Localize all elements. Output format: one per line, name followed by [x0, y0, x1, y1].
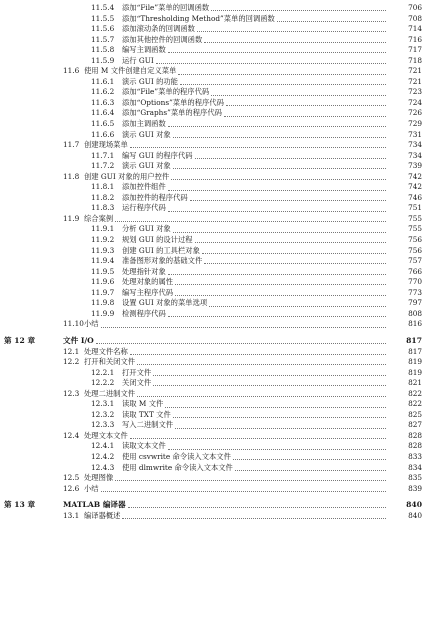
- toc-title: 演示 GUI 的功能: [122, 77, 386, 88]
- toc-page-number: 828: [408, 430, 422, 440]
- toc-section-number: 11.6.6: [91, 129, 115, 139]
- toc-section-number: 11.5.9: [91, 55, 115, 65]
- toc-page-number: 766: [408, 266, 422, 276]
- toc-page-number: 827: [408, 420, 422, 430]
- toc-entry[interactable]: [0, 119, 426, 130]
- toc-section-number: 11.10: [63, 319, 84, 329]
- dot-leader: [137, 363, 386, 365]
- dot-leader: [130, 437, 386, 439]
- dot-leader: [128, 506, 386, 508]
- toc-title: 打开文件: [122, 368, 386, 379]
- toc-entry[interactable]: [0, 420, 426, 431]
- toc-section-number: 12.4.1: [91, 441, 115, 451]
- toc-chapter-entry[interactable]: [0, 336, 426, 347]
- toc-section-number: 12.1: [63, 346, 80, 356]
- toc-page-number: 729: [408, 119, 422, 129]
- toc-entry[interactable]: [0, 151, 426, 162]
- toc-title: 编写 GUI 的程序代码: [122, 151, 386, 162]
- toc-section-number: 11.7.1: [91, 150, 115, 160]
- toc-title: 运行 GUI: [122, 56, 386, 67]
- toc-section-number: 12.6: [63, 483, 80, 493]
- toc-page-number: 828: [408, 441, 422, 451]
- toc-page-number: 773: [408, 287, 422, 297]
- toc-title: 编写主调函数: [122, 45, 386, 56]
- toc-title: 设置 GUI 对象的菜单选项: [122, 298, 386, 309]
- dot-leader: [156, 62, 386, 64]
- toc-title: 写入二进制文件: [122, 420, 386, 431]
- toc-page-number: 739: [408, 161, 422, 171]
- toc-section-number: 11.9.2: [91, 235, 115, 245]
- toc-title: 读取 TXT 文件: [122, 410, 386, 421]
- toc-page-number: 755: [408, 224, 422, 234]
- toc-page-number: 714: [408, 24, 422, 34]
- dot-leader: [204, 262, 386, 264]
- toc-entry[interactable]: [0, 473, 426, 484]
- toc-entry[interactable]: [0, 140, 426, 151]
- toc-entry[interactable]: [0, 235, 426, 246]
- dot-leader: [175, 427, 386, 429]
- toc-section-number: 12.5: [63, 473, 80, 483]
- dot-leader: [168, 51, 386, 53]
- toc-title: 处理对象的属性: [122, 277, 386, 288]
- toc-section-number: 11.9.4: [91, 256, 115, 266]
- toc-entry[interactable]: [0, 172, 426, 183]
- toc-section-number: 12.3.1: [91, 399, 115, 409]
- toc-section-number: 11.8.2: [91, 192, 115, 202]
- toc-section-number: 11.6.1: [91, 76, 115, 86]
- toc-title: 使用 dlmwrite 命令读入文本文件: [122, 463, 386, 474]
- toc-title: 检测程序代码: [122, 309, 386, 320]
- toc-page-number: 756: [408, 245, 422, 255]
- toc-entry[interactable]: [0, 399, 426, 410]
- toc-entry[interactable]: [0, 277, 426, 288]
- dot-leader: [171, 178, 386, 180]
- toc-section-number: 11.8.3: [91, 203, 115, 213]
- toc-title: 处理二进制文件: [84, 389, 386, 400]
- toc-page-number: 731: [408, 129, 422, 139]
- toc-title: 读取 M 文件: [122, 399, 386, 410]
- toc-chapter-entry[interactable]: [0, 500, 426, 511]
- toc-section-number: 11.7: [63, 140, 80, 150]
- toc-chapter-number: 第 12 章: [4, 335, 36, 345]
- toc-entry[interactable]: [0, 246, 426, 257]
- toc-title: 分析 GUI 对象: [122, 224, 386, 235]
- toc-page-number: 734: [408, 150, 422, 160]
- toc-title: 文件 I/O: [63, 336, 386, 347]
- toc-title: MATLAB 编译器: [63, 500, 386, 511]
- toc-section-number: 12.3.2: [91, 409, 115, 419]
- toc-entry[interactable]: [0, 410, 426, 421]
- toc-title: 处理图像: [84, 473, 386, 484]
- dot-leader: [233, 458, 386, 460]
- dot-leader: [235, 469, 386, 471]
- toc-page-number: 821: [408, 378, 422, 388]
- toc-section-number: 11.9.8: [91, 298, 115, 308]
- toc-entry[interactable]: [0, 463, 426, 474]
- toc-title: 打开和关闭文件: [84, 357, 386, 368]
- toc-section-number: 11.6.2: [91, 87, 115, 97]
- toc-title: 使用 csvwrite 命令读入文本文件: [122, 452, 386, 463]
- toc-section-number: 12.3.3: [91, 420, 115, 430]
- toc-section-number: 11.8: [63, 171, 80, 181]
- toc-page-number: 817: [408, 346, 422, 356]
- toc-entry[interactable]: [0, 24, 426, 35]
- toc-entry[interactable]: [0, 161, 426, 172]
- toc-page-number: 718: [408, 55, 422, 65]
- toc-title: 小结: [84, 484, 386, 495]
- dot-leader: [211, 94, 386, 96]
- toc-entry[interactable]: [0, 441, 426, 452]
- toc-section-number: 11.9.6: [91, 277, 115, 287]
- dot-leader: [168, 125, 386, 127]
- toc-title: 添加“Thresholding Method”菜单的回调函数: [122, 14, 386, 25]
- dot-leader: [115, 220, 386, 222]
- toc-page-number: 822: [408, 388, 422, 398]
- toc-chapter-number: 第 13 章: [4, 500, 36, 510]
- toc-page-number: 716: [408, 34, 422, 44]
- toc-entry[interactable]: [0, 35, 426, 46]
- dot-leader: [175, 294, 386, 296]
- toc-entry[interactable]: [0, 203, 426, 214]
- table-of-contents: [0, 3, 426, 521]
- toc-title: 添加其他控件的回调函数: [122, 35, 386, 46]
- toc-section-number: 11.8.1: [91, 182, 115, 192]
- toc-page-number: 746: [408, 192, 422, 202]
- toc-entry[interactable]: [0, 431, 426, 442]
- toc-entry[interactable]: [0, 66, 426, 77]
- dot-leader: [197, 30, 386, 32]
- toc-entry[interactable]: [0, 389, 426, 400]
- toc-title: 添加“Options”菜单的程序代码: [122, 98, 386, 109]
- toc-entry[interactable]: [0, 98, 426, 109]
- toc-entry[interactable]: [0, 452, 426, 463]
- toc-section-number: 11.5.6: [91, 24, 115, 34]
- toc-title: 运行程序代码: [122, 203, 386, 214]
- toc-page-number: 833: [408, 451, 422, 461]
- toc-page-number: 839: [408, 483, 422, 493]
- dot-leader: [130, 146, 386, 148]
- toc-section-number: 11.9.9: [91, 308, 115, 318]
- toc-title: 添加滚动条的回调函数: [122, 24, 386, 35]
- toc-page-number: 726: [408, 108, 422, 118]
- toc-title: 添加主调函数: [122, 119, 386, 130]
- dot-leader: [101, 490, 386, 492]
- toc-page-number: 825: [408, 409, 422, 419]
- toc-section-number: 13.1: [63, 510, 80, 520]
- toc-page-number: 742: [408, 182, 422, 192]
- toc-entry[interactable]: [0, 288, 426, 299]
- toc-page-number: 721: [408, 66, 422, 76]
- toc-page-number: 723: [408, 87, 422, 97]
- toc-entry[interactable]: [0, 378, 426, 389]
- toc-title: 创建现场菜单: [84, 140, 386, 151]
- toc-section-number: 12.2: [63, 357, 80, 367]
- toc-page-number: 797: [408, 298, 422, 308]
- toc-entry[interactable]: [0, 182, 426, 193]
- toc-entry[interactable]: [0, 309, 426, 320]
- toc-section-number: 11.7.2: [91, 161, 115, 171]
- dot-leader: [168, 210, 386, 212]
- dot-leader: [190, 199, 386, 201]
- toc-page-number: 706: [408, 3, 422, 12]
- toc-page-number: 819: [408, 367, 422, 377]
- dot-leader: [178, 73, 386, 75]
- dot-leader: [168, 315, 386, 317]
- toc-title: 处理文件名称: [84, 347, 386, 358]
- toc-section-number: 12.4.3: [91, 462, 115, 472]
- toc-title: 使用 M 文件创建自定义菜单: [84, 66, 386, 77]
- toc-entry[interactable]: [0, 319, 426, 330]
- dot-leader: [153, 384, 386, 386]
- toc-entry[interactable]: [0, 484, 426, 495]
- toc-title: 编译器概述: [84, 511, 386, 522]
- toc-page-number: 721: [408, 76, 422, 86]
- toc-title: 综合案例: [84, 214, 386, 225]
- toc-section-number: 11.5.7: [91, 34, 115, 44]
- toc-title: 创建 GUI 的工具栏对象: [122, 246, 386, 257]
- dot-leader: [226, 104, 386, 106]
- dot-leader: [211, 9, 386, 11]
- toc-entry[interactable]: [0, 3, 426, 14]
- toc-page-number: 835: [408, 473, 422, 483]
- toc-title: 规划 GUI 的设计过程: [122, 235, 386, 246]
- toc-entry[interactable]: [0, 256, 426, 267]
- toc-entry[interactable]: [0, 193, 426, 204]
- toc-page-number: 770: [408, 277, 422, 287]
- dot-leader: [168, 273, 386, 275]
- toc-title: 处理文本文件: [84, 431, 386, 442]
- dot-leader: [175, 283, 386, 285]
- toc-page-number: 751: [408, 203, 422, 213]
- toc-title: 演示 GUI 对象: [122, 130, 386, 141]
- toc-entry[interactable]: [0, 368, 426, 379]
- toc-page-number: 819: [408, 357, 422, 367]
- toc-entry[interactable]: [0, 224, 426, 235]
- dot-leader: [122, 517, 386, 519]
- toc-page-number: 742: [408, 171, 422, 181]
- toc-page-number: 817: [406, 335, 422, 345]
- toc-entry[interactable]: [0, 214, 426, 225]
- toc-entry[interactable]: [0, 77, 426, 88]
- dot-leader: [168, 189, 386, 191]
- toc-entry[interactable]: [0, 108, 426, 119]
- toc-section-number: 11.9.7: [91, 287, 115, 297]
- toc-entry[interactable]: [0, 298, 426, 309]
- toc-section-number: 11.5.5: [91, 13, 115, 23]
- toc-page-number: 834: [408, 462, 422, 472]
- toc-page-number: 822: [408, 399, 422, 409]
- toc-section-number: 11.5.8: [91, 45, 115, 55]
- toc-page-number: 757: [408, 256, 422, 266]
- dot-leader: [165, 406, 386, 408]
- dot-leader: [204, 41, 386, 43]
- toc-section-number: 11.9: [63, 213, 80, 223]
- dot-leader: [195, 241, 386, 243]
- toc-title: 添加“File”菜单的回调函数: [122, 3, 386, 14]
- dot-leader: [195, 157, 386, 159]
- toc-section-number: 12.2.1: [91, 367, 115, 377]
- toc-page-number: 708: [408, 13, 422, 23]
- dot-leader: [137, 395, 386, 397]
- toc-page-number: 734: [408, 140, 422, 150]
- toc-title: 读取文本文件: [122, 441, 386, 452]
- toc-page-number: 808: [408, 308, 422, 318]
- dot-leader: [168, 448, 386, 450]
- dot-leader: [153, 374, 386, 376]
- toc-section-number: 12.4: [63, 430, 80, 440]
- toc-section-number: 11.5.4: [91, 3, 115, 12]
- toc-section-number: 11.6.5: [91, 119, 115, 129]
- toc-page-number: 755: [408, 213, 422, 223]
- toc-title: 添加控件的程序代码: [122, 193, 386, 204]
- toc-entry[interactable]: [0, 14, 426, 25]
- toc-entry[interactable]: [0, 87, 426, 98]
- dot-leader: [173, 136, 386, 138]
- dot-leader: [101, 326, 386, 328]
- toc-title: 创建 GUI 对象的用户控件: [84, 172, 386, 183]
- toc-title: 添加“Graphs”菜单的程序代码: [122, 108, 386, 119]
- toc-title: 小结: [84, 319, 386, 330]
- dot-leader: [224, 115, 386, 117]
- toc-section-number: 12.3: [63, 388, 80, 398]
- dot-leader: [130, 353, 386, 355]
- toc-entry[interactable]: [0, 267, 426, 278]
- dot-leader: [115, 479, 386, 481]
- toc-section-number: 11.9.1: [91, 224, 115, 234]
- toc-section-number: 11.9.5: [91, 266, 115, 276]
- toc-title: 添加“File”菜单的程序代码: [122, 87, 386, 98]
- toc-section-number: 11.6: [63, 66, 80, 76]
- toc-section-number: 11.6.4: [91, 108, 115, 118]
- dot-leader: [96, 342, 386, 344]
- dot-leader: [173, 167, 386, 169]
- toc-title: 编写主程序代码: [122, 288, 386, 299]
- toc-page-number: 756: [408, 235, 422, 245]
- toc-section-number: 11.6.3: [91, 97, 115, 107]
- dot-leader: [202, 252, 386, 254]
- toc-page-number: 816: [408, 319, 422, 329]
- toc-page-number: 724: [408, 97, 422, 107]
- dot-leader: [173, 416, 386, 418]
- toc-title: 演示 GUI 对象: [122, 161, 386, 172]
- toc-section-number: 11.9.3: [91, 245, 115, 255]
- toc-entry[interactable]: [0, 357, 426, 368]
- dot-leader: [209, 305, 386, 307]
- toc-page-number: 840: [406, 500, 422, 510]
- toc-entry[interactable]: [0, 56, 426, 67]
- dot-leader: [277, 20, 386, 22]
- toc-title: 处理指针对象: [122, 267, 386, 278]
- toc-title: 关闭文件: [122, 378, 386, 389]
- toc-entry[interactable]: [0, 511, 426, 522]
- toc-entry[interactable]: [0, 130, 426, 141]
- toc-title: 添加控件组件: [122, 182, 386, 193]
- dot-leader: [173, 231, 386, 233]
- toc-page-number: 840: [408, 510, 422, 520]
- toc-section-number: 12.4.2: [91, 451, 115, 461]
- toc-title: 准备图形对象的基础文件: [122, 256, 386, 267]
- dot-leader: [180, 83, 386, 85]
- toc-page-number: 717: [408, 45, 422, 55]
- toc-entry[interactable]: [0, 45, 426, 56]
- toc-section-number: 12.2.2: [91, 378, 115, 388]
- toc-entry[interactable]: [0, 347, 426, 358]
